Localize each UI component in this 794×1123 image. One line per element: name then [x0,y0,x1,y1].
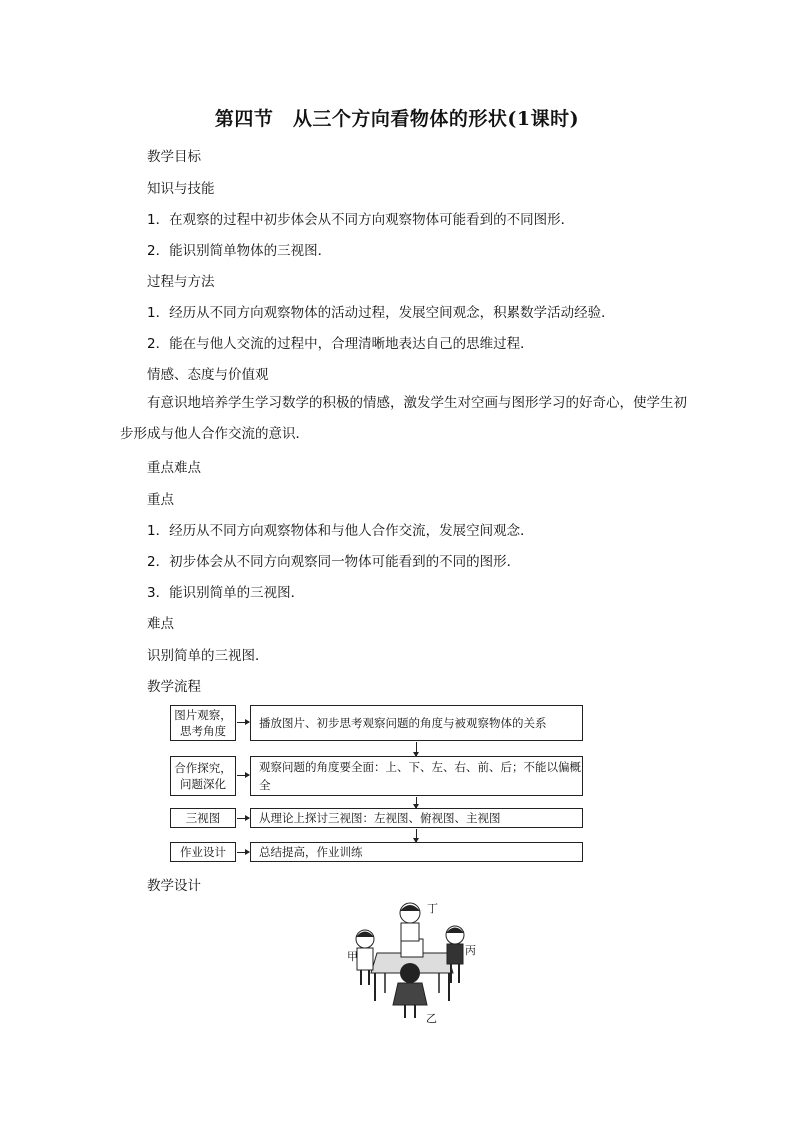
flow-step-left: 三视图 [170,808,236,828]
flow-step-left: 作业设计 [170,842,236,862]
page-title: 第四节 从三个方向看物体的形状(1课时) [214,108,580,130]
heading-teaching-goals: 教学目标 [147,149,201,165]
flow-step-right: 总结提高，作业训练 [250,842,583,862]
difficulty-item: 识别简单的三视图． [147,648,269,664]
flow-arrow-right [237,775,249,776]
subheading-key: 重点 [147,492,174,508]
key-item: 2．初步体会从不同方向观察同一物体可能看到的不同的图形． [147,554,521,570]
flow-step-right: 从理论上探讨三视图：左视图、俯视图、主视图 [250,808,583,828]
flow-arrow-down [416,742,417,756]
key-item: 3．能识别简单的三视图． [147,585,305,601]
goal-item: 1．经历从不同方向观察物体的活动过程，发展空间观念，积累数学活动经验． [147,305,615,321]
flow-arrow-right [237,852,249,853]
goal-item: 2．能在与他人交流的过程中，合理清晰地表达自己的思维过程． [147,336,534,352]
flow-step-right: 观察问题的角度要全面：上、下、左、右、前、后；不能以偏概全 [250,756,583,796]
heading-teaching-flow: 教学流程 [147,679,201,695]
flow-step-right: 播放图片、初步思考观察问题的角度与被观察物体的关系 [250,705,583,741]
goal-item: 1．在观察的过程中初步体会从不同方向观察物体可能看到的不同图形． [147,212,575,228]
figure-label-ding: 丁 [427,902,438,915]
attitude-paragraph: 有意识地培养学生学习数学的积极的情感，激发学生对空画与图形学习的好奇心，使学生初步形成与他人合作交流的意识． [120,395,687,442]
figure-label-yi: 乙 [426,1012,437,1025]
subheading-knowledge-skills: 知识与技能 [147,181,215,197]
key-item: 1．经历从不同方向观察物体和与他人合作交流，发展空间观念． [147,523,534,539]
subheading-process-method: 过程与方法 [147,274,215,290]
heading-key-points: 重点难点 [147,460,201,476]
heading-teaching-design: 教学设计 [147,878,201,894]
flow-arrow-down [416,829,417,842]
flow-arrow-right [237,818,249,819]
flow-step-left: 图片观察， 思考角度 [170,705,236,741]
subheading-difficulty: 难点 [147,616,174,632]
flow-arrow-down [416,797,417,808]
figure-label-jia: 甲 [347,950,358,963]
flow-arrow-right [237,722,249,723]
figure-label-bing: 丙 [465,944,476,957]
goal-item: 2．能识别简单物体的三视图． [147,243,332,259]
flow-step-left: 合作探究， 问题深化 [170,756,236,796]
subheading-attitude-values: 情感、态度与价值观 [147,367,269,383]
